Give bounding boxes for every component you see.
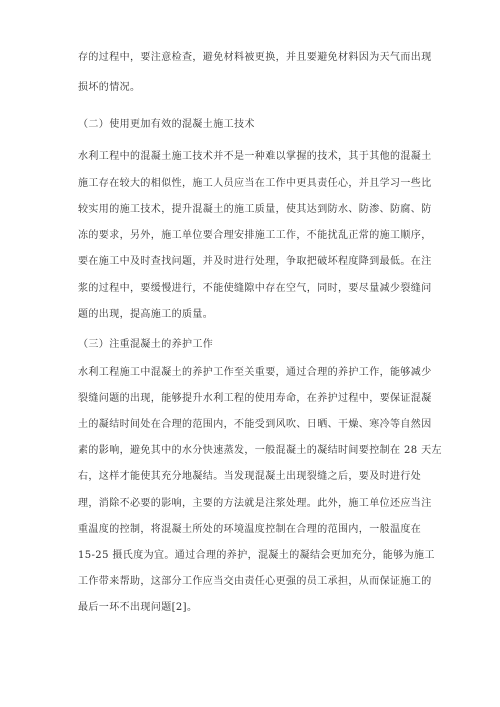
paragraph-line: 工作带来帮助，这部分工作应当交由责任心更强的员工承担，从而保证施工的 (78, 576, 432, 587)
paragraph-line: 15-25 摄氏度为宜。通过合理的养护，混凝土的凝结会更加充分，能够为施工 (78, 550, 435, 561)
paragraph-line: 素的影响，避免其中的水分快速蒸发，一般混凝土的凝结时间要控制在 28 天左 (78, 445, 442, 456)
section-heading: （二）使用更加有效的混凝土施工技术 (78, 119, 255, 130)
paragraph-line: 题的出现，提高施工的质量。 (78, 309, 214, 320)
section-heading: （三）注重混凝土的养护工作 (78, 339, 214, 350)
paragraph-line: 水利工程中的混凝土施工技术并不是一种难以掌握的技术，其于其他的混凝土 (78, 151, 432, 162)
paragraph-line: 理，消除不必要的影响，主要的方法就是注浆处理。此外，施工单位还应当注 (78, 498, 432, 509)
paragraph-line: 水利工程施工中混凝土的养护工作至关重要，通过合理的养护工作，能够减少 (78, 367, 432, 378)
paragraph-line: 土的凝结时间处在合理的范围内，不能受到风吹、日晒、干燥、寒冷等自然因 (78, 419, 432, 430)
paragraph-line: 重温度的控制，将混凝土所处的环境温度控制在合理的范围内，一般温度在 (78, 524, 422, 535)
paragraph-line: 裂缝问题的出现，能够提升水利工程的使用寿命，在养护过程中，要保证混凝 (78, 393, 432, 404)
paragraph-line: 存的过程中，要注意检查，避免材料被更换，并且要避免材料因为天气而出现 (78, 52, 432, 63)
paragraph-line: 冻的要求，另外，施工单位要合理安排施工工作，不能扰乱正常的施工顺序， (78, 230, 432, 241)
paragraph-line: 浆的过程中，要缓慢进行，不能使缝隙中存在空气，同时，要尽量减少裂缝问 (78, 283, 432, 294)
paragraph-line: 右，这样才能使其充分地凝结。当发现混凝土出现裂缝之后，要及时进行处 (78, 471, 422, 482)
paragraph-line: 损坏的情况。 (78, 82, 141, 93)
paragraph-line: 较实用的施工技术，提升混凝土的施工质量，使其达到防水、防渗、防腐、防 (78, 204, 432, 215)
paragraph-line: 施工存在较大的相似性，施工人员应当在工作中更具责任心，并且学习一些比 (78, 178, 432, 189)
paragraph-line: 最后一环不出现问题[2]。 (78, 602, 198, 613)
paragraph-line: 要在施工中及时查找问题，并及时进行处理，争取把破坏程度降到最低。在注 (78, 256, 432, 267)
